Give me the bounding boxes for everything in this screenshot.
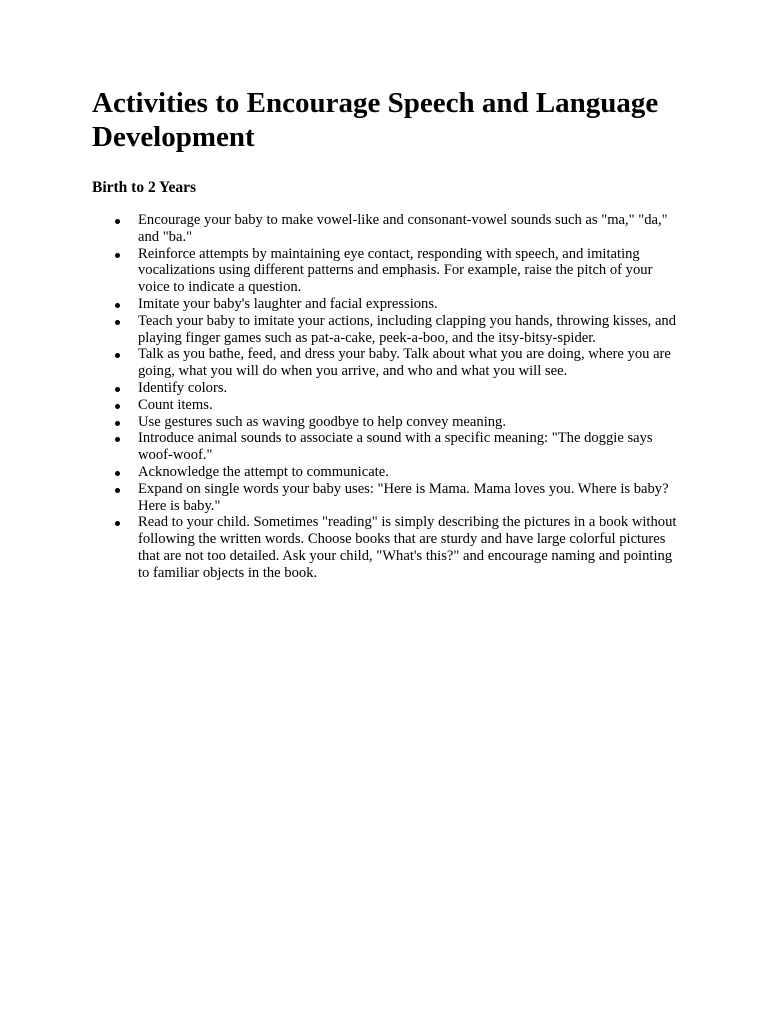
list-item-text: Read to your child. Sometimes "reading" is simply describing the pictures in a book without following the written words. Choose books that are sturdy and have large colorful pictures that are not too detailed. Ask your child, "What's this?" and encourage naming and pointing to familiar objects in the book. [138,514,677,581]
list-item [92,212,682,246]
document-page [92,86,682,582]
list-item-text: Expand on single words your baby uses: "Here is Mama. Mama loves you. Where is baby? Here is baby." [138,480,669,514]
list-item-text: Talk as you bathe, feed, and dress your baby. Talk about what you are doing, where you are going, what you will do when you arrive, and who and what you will see. [138,346,671,380]
list-item [92,414,682,431]
bullet-icon [115,404,120,409]
list-item [92,380,682,397]
list-item-text: Encourage your baby to make vowel-like and consonant-vowel sounds such as "ma," "da," and "ba." [138,212,668,245]
bullet-icon [115,253,120,258]
bullet-icon [115,387,120,392]
list-item-text: Imitate your baby's laughter and facial expressions. [138,295,438,312]
list-item [92,514,682,581]
page-title: Activities to Encourage Speech and Language Development [92,87,659,153]
list-item [92,464,682,481]
bullet-icon [115,219,120,224]
list-item-text: Teach your baby to imitate your actions, including clapping you hands, throwing kisses, and playing finger games such as pat-a-cake, peek-a-boo, and the itsy-bitsy-spider. [138,312,677,346]
list-item [92,296,682,313]
list-item [92,397,682,414]
list-item [92,246,682,296]
list-item-text: Identify colors. [138,379,228,396]
list-item [92,430,682,464]
list-item [92,346,682,380]
list-item-text: Use gestures such as waving goodbye to help convey meaning. [138,413,507,430]
list-item-text: Introduce animal sounds to associate a sound with a specific meaning: "The doggie says woof-woof." [138,430,653,464]
list-item-text: Acknowledge the attempt to communicate. [138,463,389,480]
list-item [92,481,682,515]
list-item-text: Reinforce attempts by maintaining eye contact, responding with speech, and imitating vocalizations using different patterns and emphasis. For example, raise the pitch of your voice to indicate a question. [138,245,653,296]
bullet-icon [115,303,120,308]
activity-list [92,212,682,582]
list-item [92,313,682,347]
bullet-icon [115,471,120,476]
bullet-icon [115,488,120,493]
bullet-icon [115,421,120,426]
bullet-icon [115,437,120,442]
section-heading: Birth to 2 Years [92,179,197,196]
bullet-icon [115,353,120,358]
list-item-text: Count items. [138,396,213,413]
bullet-icon [115,521,120,526]
bullet-icon [115,320,120,325]
